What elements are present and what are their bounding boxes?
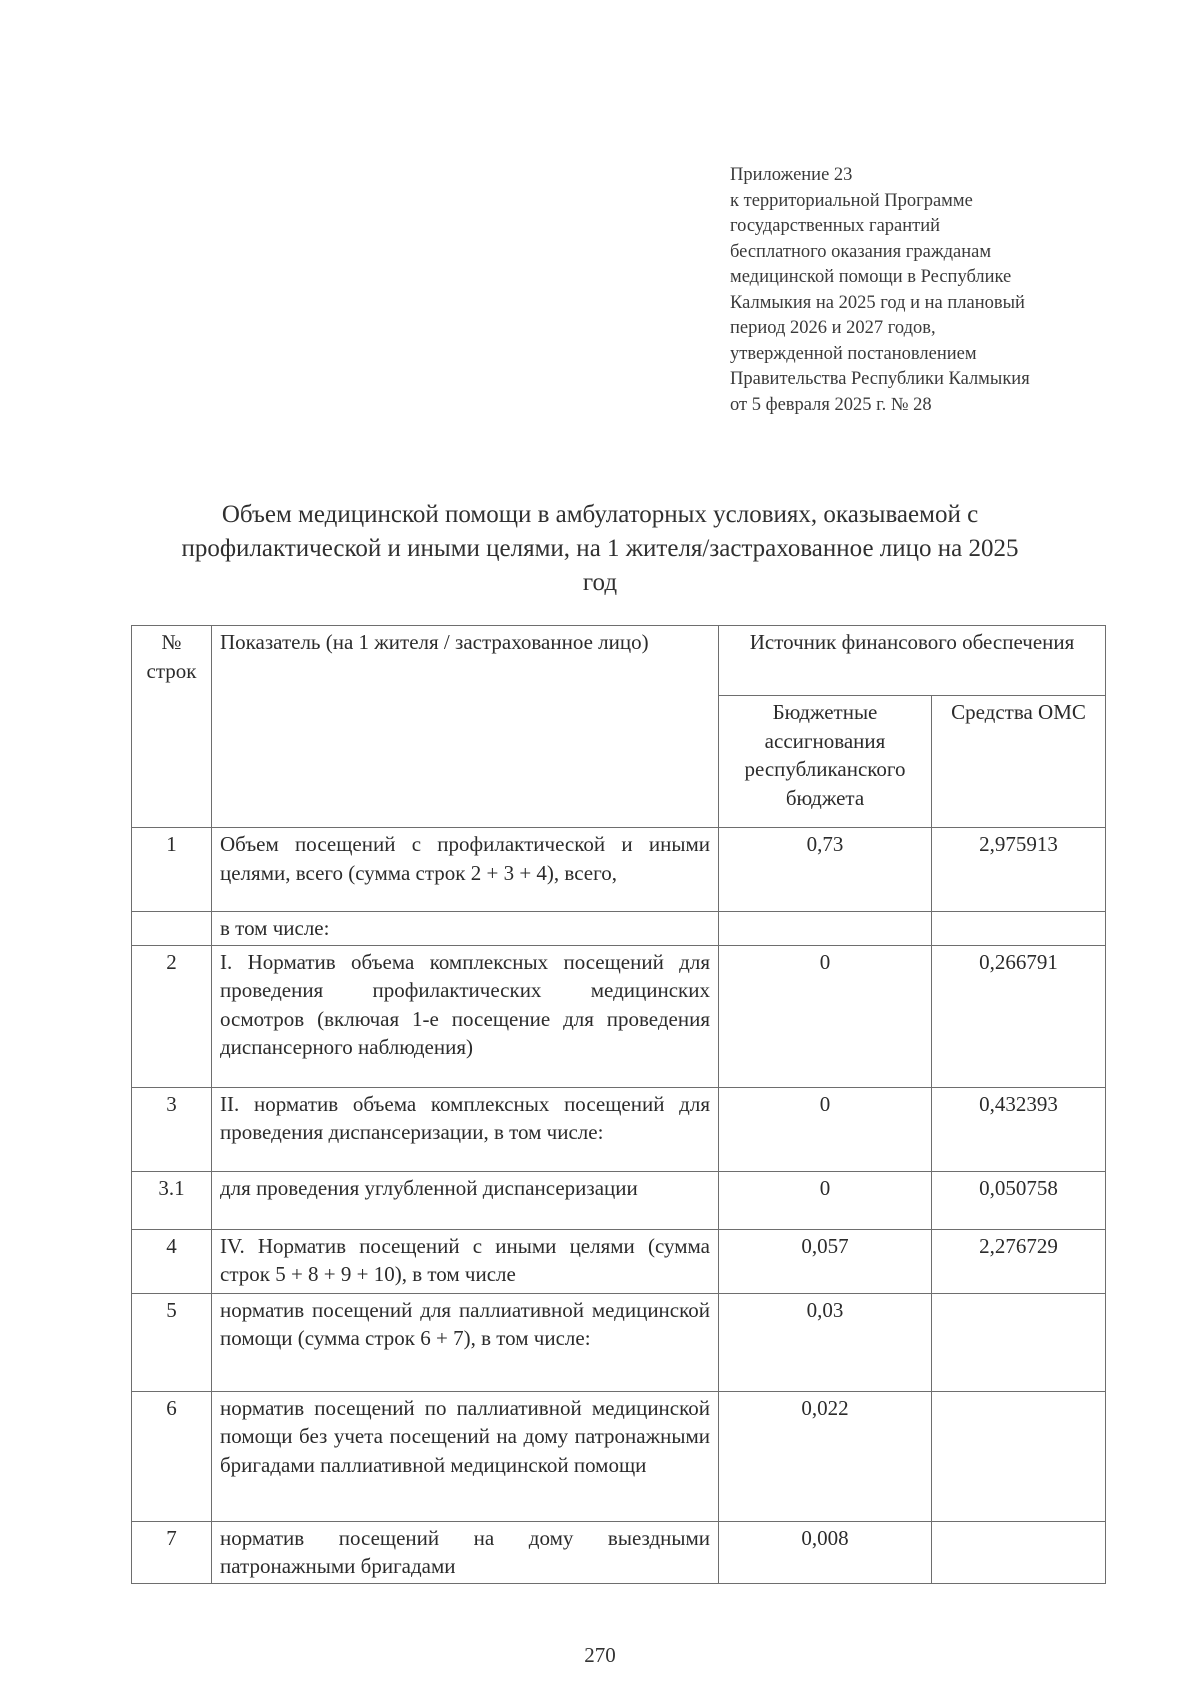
- appendix-line: государственных гарантий: [730, 216, 941, 236]
- table-row: [132, 1293, 1106, 1391]
- row-budget-value: 0,008: [719, 1521, 932, 1583]
- row-number: 4: [132, 1229, 212, 1293]
- volume-table: [131, 625, 1106, 1584]
- row-number: 2: [132, 945, 212, 1087]
- appendix-line: бесплатного оказания гражданам: [730, 241, 992, 262]
- row-oms-value: 0,266791: [932, 945, 1106, 1087]
- row-oms-value: [932, 912, 1106, 946]
- row-indicator: для проведения углубленной диспансеризации: [212, 1171, 719, 1229]
- row-budget-value: [719, 912, 932, 946]
- header-row-no: № строк: [132, 626, 212, 828]
- table-row: [132, 1521, 1106, 1583]
- row-budget-value: 0: [719, 1087, 932, 1171]
- title-line: год: [582, 569, 618, 596]
- header-indicator: Показатель (на 1 жителя / застрахованное лицо): [212, 626, 719, 828]
- row-indicator: в том числе:: [212, 912, 719, 946]
- title-line: профилактической и иными целями, на 1 жителя/застрахованное лицо на 2025: [181, 535, 1019, 562]
- row-oms-value: 0,432393: [932, 1087, 1106, 1171]
- row-oms-value: [932, 1521, 1106, 1583]
- appendix-line: медицинской помощи в Республике: [730, 267, 1012, 287]
- appendix-line: к территориальной Программе: [730, 190, 973, 211]
- row-oms-value: 2,276729: [932, 1229, 1106, 1293]
- row-number: 3.1: [132, 1171, 212, 1229]
- table-row: [132, 945, 1106, 1087]
- row-budget-value: 0,73: [719, 828, 932, 912]
- header-funding-source: Источник финансового обеспечения: [719, 626, 1106, 696]
- document-title: [120, 498, 1080, 600]
- row-oms-value: [932, 1293, 1106, 1391]
- appendix-line: период 2026 и 2027 годов,: [730, 318, 936, 338]
- table-row: [132, 1229, 1106, 1293]
- row-oms-value: [932, 1391, 1106, 1521]
- row-indicator: Объем посещений с профилактической и иными целями, всего (сумма строк 2 + 3 + 4), всего,: [212, 828, 719, 912]
- row-indicator: норматив посещений по паллиативной медицинской помощи без учета посещений на дому патронажными бригадами паллиативной медицинской помощи: [212, 1391, 719, 1521]
- row-budget-value: 0: [719, 945, 932, 1087]
- row-number: 6: [132, 1391, 212, 1521]
- row-indicator: норматив посещений на дому выездными патронажными бригадами: [212, 1521, 719, 1583]
- row-number: 1: [132, 828, 212, 912]
- row-number: 7: [132, 1521, 212, 1583]
- row-oms-value: 2,975913: [932, 828, 1106, 912]
- table-row: [132, 1171, 1106, 1229]
- table-row: [132, 828, 1106, 912]
- appendix-line: утвержденной постановлением: [730, 343, 977, 364]
- table-row: [132, 1391, 1106, 1521]
- row-number: 3: [132, 1087, 212, 1171]
- appendix-line: Правительства Республики Калмыкия: [730, 369, 1030, 389]
- row-indicator: I. Норматив объема комплексных посещений для проведения профилактических медицинских осмотров (включая 1-е посещение для проведения диспансерного наблюдения): [212, 945, 719, 1087]
- table-row: [132, 1087, 1106, 1171]
- row-oms-value: 0,050758: [932, 1171, 1106, 1229]
- appendix-line: Приложение 23: [730, 165, 853, 185]
- row-indicator: IV. Норматив посещений с иными целями (сумма строк 5 + 8 + 9 + 10), в том числе: [212, 1229, 719, 1293]
- table-header-row: [132, 626, 1106, 696]
- header-oms: Средства ОМС: [932, 696, 1106, 828]
- page-number: 270: [584, 1643, 616, 1667]
- row-budget-value: 0,057: [719, 1229, 932, 1293]
- row-indicator: норматив посещений для паллиативной медицинской помощи (сумма строк 6 + 7), в том числе:: [212, 1293, 719, 1391]
- row-number: 5: [132, 1293, 212, 1391]
- row-number: [132, 912, 212, 946]
- row-budget-value: 0: [719, 1171, 932, 1229]
- row-budget-value: 0,022: [719, 1391, 932, 1521]
- appendix-header: [730, 163, 1110, 418]
- row-indicator: II. норматив объема комплексных посещений для проведения диспансеризации, в том числе:: [212, 1087, 719, 1171]
- title-line: Объем медицинской помощи в амбулаторных условиях, оказываемой с: [221, 501, 979, 528]
- appendix-line: Калмыкия на 2025 год и на плановый: [730, 292, 1025, 313]
- row-budget-value: 0,03: [719, 1293, 932, 1391]
- header-budget: Бюджетные ассигнования республиканского бюджета: [719, 696, 932, 828]
- appendix-line: от 5 февраля 2025 г. № 28: [730, 394, 932, 415]
- table-row: [132, 912, 1106, 946]
